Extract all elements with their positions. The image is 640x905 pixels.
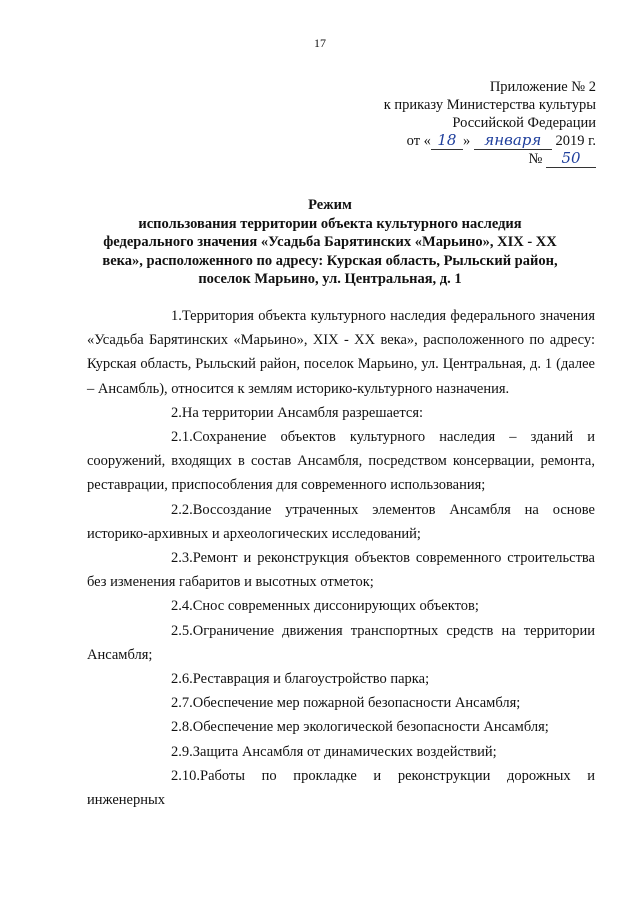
item-text: Ремонт и реконструкция объектов современного строительства без изменения габаритов и высотных отметок; xyxy=(87,550,595,591)
item-number: 2.5. xyxy=(171,622,193,639)
appendix-date xyxy=(384,132,596,150)
date-day-blank xyxy=(431,133,463,150)
item-text: На территории Ансамбля разрешается: xyxy=(181,404,424,421)
date-day-handwritten: 18 xyxy=(437,131,457,149)
appendix-header xyxy=(384,78,596,168)
document-body xyxy=(87,304,595,812)
item-text: Реставрация и благоустройство парка; xyxy=(192,671,430,688)
item-number: 2.3. xyxy=(171,550,193,567)
appendix-number xyxy=(384,150,596,168)
paragraph-2-5 xyxy=(87,619,595,667)
date-month-handwritten: января xyxy=(484,131,542,149)
item-text: Снос современных диссонирующих объектов; xyxy=(192,598,479,615)
title-line-1: Режим xyxy=(308,197,352,213)
item-text: Обеспечение мер пожарной безопасности Ансамбля; xyxy=(192,695,521,712)
number-handwritten: 50 xyxy=(561,149,581,167)
item-number: 2.2. xyxy=(171,501,193,518)
paragraph-2-3 xyxy=(87,546,595,594)
paragraph-2-7 xyxy=(87,691,595,715)
item-text: Ограничение движения транспортных средств на территории Ансамбля; xyxy=(87,622,595,663)
title-line-4: века», расположенного по адресу: Курская область, Рыльский район, xyxy=(102,252,558,269)
date-prefix: от « xyxy=(406,133,431,149)
paragraph-2-10 xyxy=(87,764,595,812)
date-month-blank xyxy=(474,133,552,150)
number-blank xyxy=(546,151,596,168)
item-number: 2.7. xyxy=(171,695,193,712)
item-number: 2.9. xyxy=(171,743,193,760)
paragraph-2-9 xyxy=(87,740,595,764)
paragraph-2-6 xyxy=(87,667,595,691)
date-mid: » xyxy=(462,133,471,149)
item-number: 2. xyxy=(171,404,182,421)
paragraph-2-4 xyxy=(87,594,595,618)
document-title xyxy=(60,196,600,289)
appendix-order-ref: к приказу Министерства культуры xyxy=(383,97,596,113)
paragraph-1 xyxy=(87,304,595,401)
item-number: 2.10. xyxy=(171,767,200,784)
date-year: 2019 г. xyxy=(555,133,596,149)
appendix-ministry: Российской Федерации xyxy=(452,115,596,131)
item-text: Защита Ансамбля от динамических воздействий; xyxy=(192,743,497,760)
item-number: 1. xyxy=(171,308,182,324)
item-number: 2.6. xyxy=(171,671,193,688)
item-text: Воссоздание утраченных элементов Ансамбля на основе историко-архивных и археологических исследований; xyxy=(87,501,595,542)
item-text: Обеспечение мер экологической безопасности Ансамбля; xyxy=(192,719,549,736)
title-line-5: поселок Марьино, ул. Центральная, д. 1 xyxy=(198,271,462,287)
paragraph-2-8 xyxy=(87,715,595,739)
item-text: Работы по прокладке и реконструкции дорожных и инженерных xyxy=(87,767,595,809)
item-number: 2.4. xyxy=(171,598,193,615)
number-prefix: № xyxy=(528,151,543,167)
paragraph-2-2 xyxy=(87,498,595,546)
item-number: 2.8. xyxy=(171,719,193,736)
paragraph-2-1 xyxy=(87,425,595,498)
title-line-2: использования территории объекта культурного наследия xyxy=(138,215,522,232)
paragraph-2 xyxy=(87,401,595,425)
item-text: Сохранение объектов культурного наследия – зданий и сооружений, входящих в состав Ансамбля, посредством консервации, ремонта, реставрации, приспособления для современного использования; xyxy=(87,429,595,494)
appendix-title: Приложение № 2 xyxy=(489,79,596,95)
item-text: Территория объекта культурного наследия федерального значения «Усадьба Барятинских «Марьино», XIX - XX века», расположенного по адресу: Курская область, Рыльский район, поселок Марьино, ул. Центральная, д. 1 (далее – Ансамбль), относится к землям историко-культурного назначения. xyxy=(87,308,595,397)
page-number: 17 xyxy=(314,36,326,50)
item-number: 2.1. xyxy=(171,429,193,446)
title-line-3: федерального значения «Усадьба Барятинских «Марьино», XIX - XX xyxy=(103,234,557,250)
